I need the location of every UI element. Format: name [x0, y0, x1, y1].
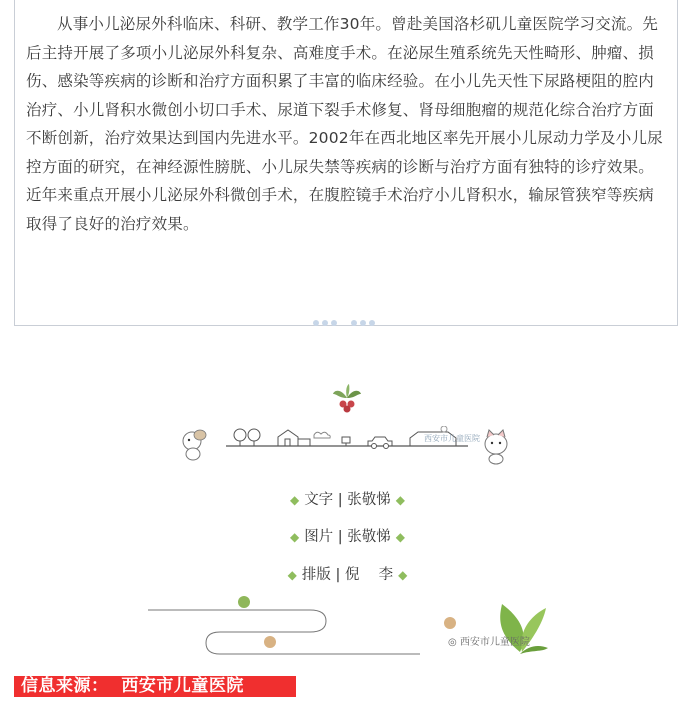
diamond-icon: ◆: [287, 568, 297, 582]
diamond-icon: ◆: [289, 493, 300, 507]
holly-icon: [331, 384, 363, 414]
diamond-icon: ◆: [289, 530, 300, 544]
credit-layout: ◆ 排版 | 倪 李 ◆: [287, 567, 408, 583]
diamond-icon: ◆: [395, 530, 406, 544]
wechat-account: ◎ 西安市儿童医院: [448, 637, 530, 648]
town-illustration: [178, 426, 518, 466]
diamond-icon: ◆: [395, 493, 406, 507]
decorative-curve: [140, 592, 560, 662]
cat-icon: [485, 430, 507, 464]
divider-dots: [313, 320, 375, 326]
credit-photo: ◆ 图片 | 张敬悌 ◆: [289, 529, 406, 545]
diamond-icon: ◆: [398, 568, 408, 582]
scene-sign-text: 西安市儿童医院: [424, 434, 480, 443]
dog-icon: [183, 430, 206, 460]
info-source-banner: 信息来源： 西安市儿童医院: [14, 676, 296, 697]
credit-text: ◆ 文字 | 张敬悌 ◆: [289, 492, 406, 508]
wechat-icon: ◎: [448, 637, 457, 648]
bio-paragraph: 从事小儿泌尿外科临床、科研、教学工作30年。曾赴美国洛杉矶儿童医院学习交流。先后主持开展了多项小儿泌尿外科复杂、高难度手术。在泌尿生殖系统先天性畸形、肿瘤、损伤、感染等疾病的诊断和治疗方面积累了丰富的临床经验。在小儿先天性下尿路梗阻的腔内治疗、小儿肾积水微创小切口手术、尿道下裂手术修复、肾母细胞瘤的规范化综合治疗方面不断创新，治疗效果达到国内先进水平。2002年在西北地区率先开展小儿尿动力学及小儿尿控方面的研究，在神经源性膀胱、小儿尿失禁等疾病的诊断与治疗方面有独特的诊疗效果。近年来重点开展小儿泌尿外科微创手术，在腹腔镜手术治疗小儿肾积水，输尿管狭窄等疾病取得了良好的治疗效果。: [26, 15, 663, 233]
